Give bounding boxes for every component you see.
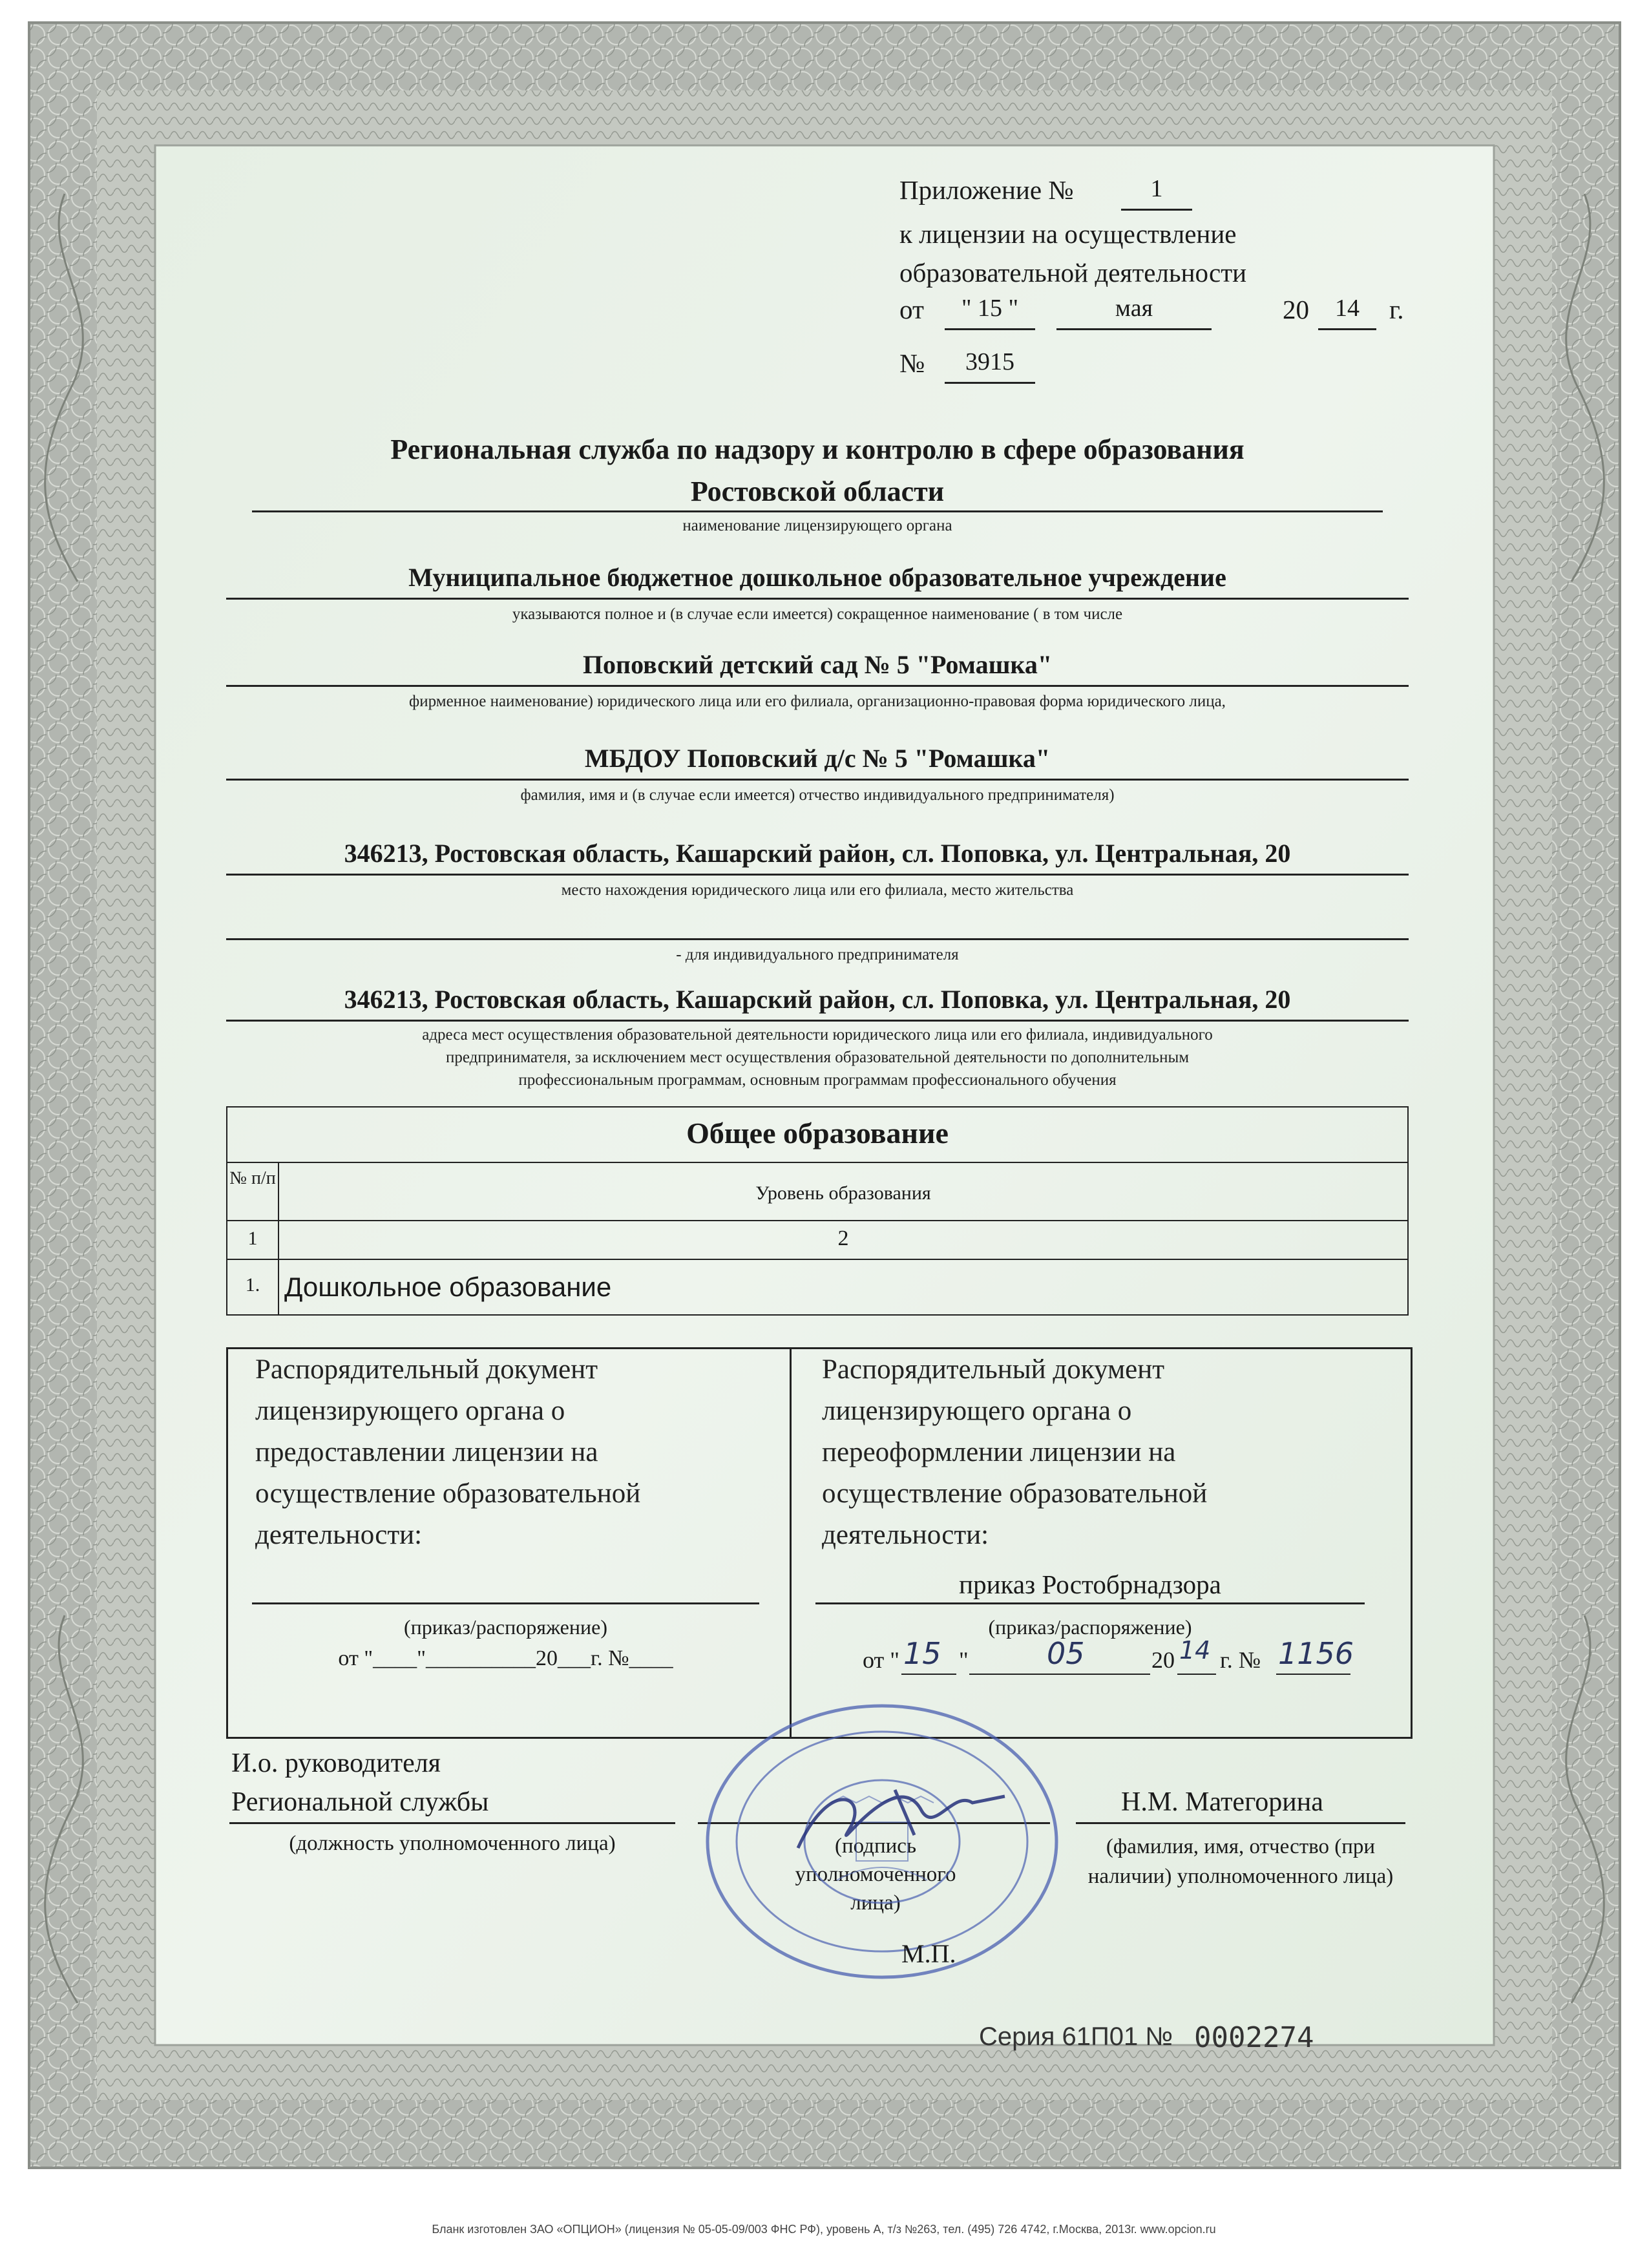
org-name-line2-rule	[226, 685, 1409, 687]
activity-address-line	[226, 1020, 1409, 1022]
authority-caption: наименование лицензирующего органа	[682, 517, 952, 534]
reissue-order-line	[815, 1602, 1365, 1604]
license-no-label: №	[899, 348, 925, 378]
org-address: 346213, Ростовская область, Кашарский район, сл. Поповка, ул. Центральная, 20	[344, 839, 1291, 868]
series-label: Серия 61П01 №	[979, 2022, 1173, 2051]
reissue-year-line	[1177, 1674, 1216, 1675]
org-caption6-line3: профессиональным программам, основным программам профессионального обучения	[518, 1071, 1117, 1089]
reissue-quote: "	[959, 1647, 969, 1673]
org-full-name-line	[226, 598, 1409, 600]
reissue-year-end: г. №	[1220, 1647, 1261, 1673]
row-level: Дошкольное образование	[284, 1272, 612, 1302]
authority-line	[252, 510, 1383, 512]
authority-line2: Ростовской области	[690, 476, 945, 507]
signatory-name-line	[1076, 1822, 1405, 1824]
appendix-line2: образовательной деятельности	[899, 258, 1247, 288]
appendix-year-line	[1318, 328, 1376, 330]
reissue-year: 14	[1179, 1636, 1211, 1664]
license-no: 3915	[965, 348, 1014, 375]
reissue-order-title: Распорядительный документ лицензирующего органа о переоформлении лицензии на осуществление образовательной деятельности:	[822, 1354, 1208, 1550]
reissue-from: от "	[863, 1647, 899, 1673]
reissue-month: 05	[1047, 1636, 1085, 1671]
printer-footer: Бланк изготовлен ЗАО «ОПЦИОН» (лицензия № 05-05-09/003 ФНС РФ), уровень А, т/з №263, тел. (495) 726 4742, г.Москва, 2013г. www.opcion.ru	[432, 2223, 1216, 2236]
reissue-day-line	[901, 1674, 956, 1675]
grant-order-title: Распорядительный документ лицензирующего органа о предоставлении лицензии на осуществление образовательной деятельности:	[255, 1354, 641, 1550]
stamp-place-label: М.П.	[901, 1939, 956, 1968]
grant-order-date: от "____"__________20___г. №____	[338, 1646, 673, 1670]
appendix-year-prefix: 20	[1283, 295, 1309, 324]
grant-order-caption: (приказ/распоряжение)	[404, 1615, 607, 1639]
signature-caption: (подпись уполномоченного лица)	[795, 1834, 956, 1915]
license-no-line	[945, 382, 1035, 384]
org-full-name: Муниципальное бюджетное дошкольное образовательное учреждение	[408, 563, 1226, 592]
col-no-header-text: № п/п	[229, 1168, 276, 1188]
signatory-position-line2: Региональной службы	[231, 1787, 489, 1817]
org-caption5: - для индивидуального предпринимателя	[676, 946, 959, 963]
reissue-number-line	[1276, 1674, 1350, 1675]
appendix-month-line	[1056, 328, 1212, 330]
series-number: 0002274	[1194, 2021, 1314, 2054]
org-name-line2: Поповский детский сад № 5 "Ромашка"	[582, 650, 1053, 679]
education-table-title: Общее образование	[686, 1117, 949, 1150]
appendix-month: мая	[1115, 295, 1153, 322]
authority-line1: Региональная служба по надзору и контролю в сфере образования	[390, 434, 1245, 465]
org-short-name: МБДОУ Поповский д/с № 5 "Ромашка"	[584, 744, 1051, 773]
appendix-from: от	[899, 295, 924, 324]
appendix-number: 1	[1150, 175, 1163, 202]
org-caption6-line2: предпринимателя, за исключением мест осуществления образовательной деятельности по дополнительным	[445, 1049, 1190, 1066]
org-caption2: фирменное наименование) юридического лица или его филиала, организационно-правовая форма юридического лица,	[409, 693, 1226, 710]
reissue-month-line	[969, 1674, 1150, 1675]
org-caption1: указываются полное и (в случае если имеется) сокращенное наименование ( в том числе	[512, 605, 1123, 623]
reissue-order-caption: (приказ/распоряжение)	[988, 1615, 1192, 1639]
appendix-number-line	[1121, 209, 1192, 211]
appendix-line1: к лицензии на осуществление	[899, 219, 1237, 249]
org-address-line	[226, 874, 1409, 876]
official-stamp	[701, 1699, 1063, 1984]
org-caption3: фамилия, имя и (в случае если имеется) отчество индивидуального предпринимателя)	[520, 786, 1115, 804]
signatory-position-line1: И.о. руководителя	[231, 1748, 441, 1778]
appendix-year: 14	[1335, 295, 1360, 322]
org-short-name-line	[226, 779, 1409, 781]
appendix-year-end: г.	[1389, 295, 1404, 324]
grant-order-line	[252, 1602, 759, 1604]
reissue-day: 15	[903, 1636, 941, 1671]
signatory-name: Н.М. Матегорина	[1121, 1787, 1323, 1817]
org-caption6-line1: адреса мест осуществления образовательной деятельности юридического лица или его филиала, индивидуального	[422, 1026, 1213, 1044]
orders-divider	[790, 1347, 792, 1737]
row-no: 1.	[245, 1274, 260, 1296]
activity-address: 346213, Ростовская область, Кашарский район, сл. Поповка, ул. Центральная, 20	[344, 985, 1291, 1014]
col-level-header-text: Уровень образования	[755, 1182, 931, 1204]
reissue-year-prefix: 20	[1151, 1647, 1175, 1673]
ip-residence-line	[226, 938, 1409, 940]
appendix-day: " 15 "	[961, 295, 1019, 322]
reissue-number: 1156	[1278, 1636, 1354, 1671]
org-caption4: место нахождения юридического лица или его филиала, место жительства	[561, 881, 1074, 899]
appendix-label: Приложение №	[899, 175, 1074, 205]
reissue-order: приказ Ростобрнадзора	[959, 1570, 1221, 1599]
signatory-name-caption: (фамилия, имя, отчество (при наличии) уполномоченного лица)	[1087, 1835, 1394, 1888]
appendix-day-line	[945, 328, 1035, 330]
signatory-position-caption: (должность уполномоченного лица)	[289, 1832, 616, 1855]
signatory-position-line	[229, 1822, 675, 1824]
col-no-number-text: 1	[247, 1228, 258, 1249]
col-level-number-text: 2	[837, 1226, 849, 1250]
